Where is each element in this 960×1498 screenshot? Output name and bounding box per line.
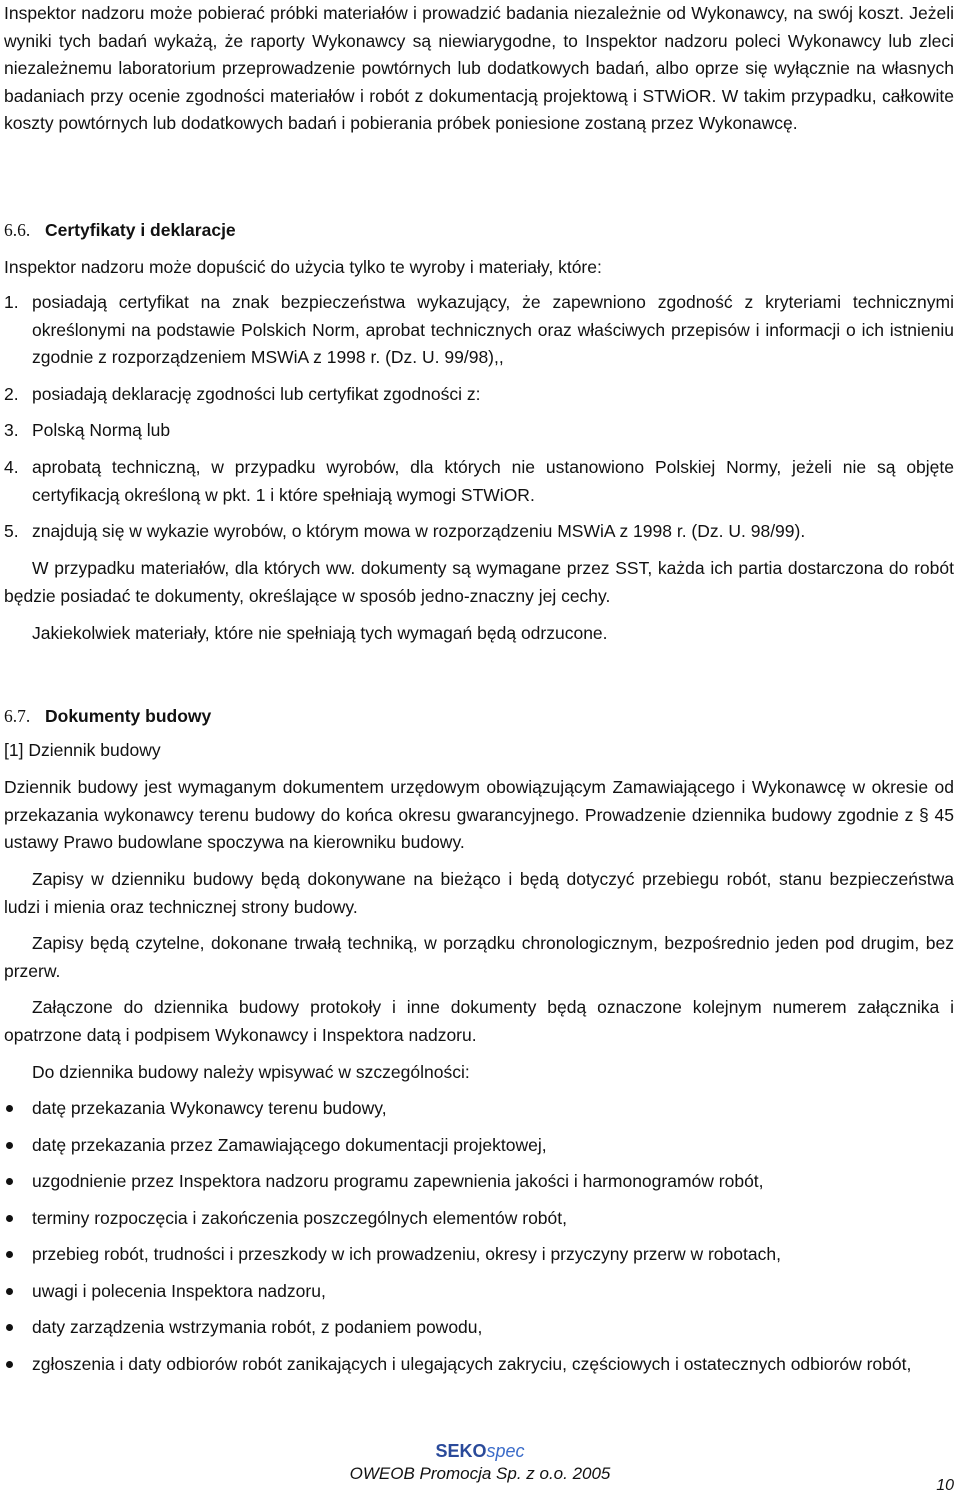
item-number: 3. — [4, 420, 19, 440]
bullet-icon — [6, 1105, 13, 1112]
section-paragraph: Dziennik budowy jest wymaganym dokumentem urzędowym obowiązującym Zamawiającego i Wykonawcę w okresie od przekazania wykonawcy terenu budowy do końca okresu gwarancyjnego. Prowadzenie dziennika budowy zgodnie z § 45 ustawy Prawo budowlane spoczywa na kierowniku budowy. — [4, 777, 954, 852]
subheading-dziennik: [1] Dziennik budowy — [4, 740, 161, 760]
numbered-item — [4, 454, 954, 509]
numbered-item — [4, 417, 954, 445]
brand-part-spec: spec — [486, 1441, 525, 1461]
numbered-item — [4, 381, 954, 409]
intro-paragraph: Inspektor nadzoru może pobierać próbki materiałów i prowadzić badania niezależnie od Wykonawcy, na swój koszt. Jeżeli wyniki tych badań wykażą, że raporty Wykonawcy są niewiarygodne, to Inspektor nadzoru poleci Wykonawcy lub zleci niezależnemu laboratorium przeprowadzenie powtórnych lub dodatkowych badań, albo oprze się wyłącznie na własnych badaniach przy ocenie zgodności materiałów i robót z dokumentacją projektową i STWiOR. W takim przypadku, całkowite koszty powtórnych lub dodatkowych badań i pobierania próbek poniesione zostaną przez Wykonawcę. — [4, 3, 954, 133]
list-item: datę przekazania przez Zamawiającego dokumentacji projektowej, — [4, 1132, 954, 1160]
section-6-7-heading — [4, 704, 211, 728]
section-paragraph: Do dziennika budowy należy wpisywać w szczególności: — [32, 1062, 470, 1082]
section-paragraph: Jakiekolwiek materiały, które nie spełniają tych wymagań będą odrzucone. — [32, 623, 608, 643]
page-number: 10 — [936, 1477, 954, 1494]
list-item: terminy rozpoczęcia i zakończenia poszczególnych elementów robót, — [4, 1205, 954, 1233]
bullet-icon — [6, 1142, 13, 1149]
section-title: Certyfikaty i deklaracje — [45, 220, 236, 240]
item-number: 1. — [4, 292, 19, 312]
section-paragraph: Zapisy będą czytelne, dokonane trwałą techniką, w porządku chronologicznym, bezpośrednio jeden pod drugim, bez przerw. — [4, 933, 954, 981]
list-item: datę przekazania Wykonawcy terenu budowy, — [4, 1095, 954, 1123]
section-lead: Inspektor nadzoru może dopuścić do użycia tylko te wyroby i materiały, które: — [4, 257, 602, 277]
item-text: znajdują się w wykazie wyrobów, o którym mowa w rozporządzeniu MSWiA z 1998 r. (Dz. U. 98/99). — [32, 521, 806, 541]
bullet-icon — [6, 1215, 13, 1222]
list-item: zgłoszenia i daty odbiorów robót zanikających i ulegających zakryciu, częściowych i ostatecznych odbiorów robót, — [4, 1351, 954, 1379]
footer-company: OWEOB Promocja Sp. z o.o. 2005 — [349, 1464, 611, 1483]
numbered-item — [4, 518, 954, 546]
section-paragraph: W przypadku materiałów, dla których ww. dokumenty są wymagane przez SST, każda ich partia dostarczona do robót będzie posiadać te dokumenty, określające w sposób jedno-znaczny jej cechy. — [4, 558, 954, 606]
item-text: aprobatą techniczną, w przypadku wyrobów, dla których nie ustanowiono Polskiej Normy, jeżeli nie są objęte certyfikacją określoną w pkt. 1 i które spełniają wymogi STWiOR. — [32, 457, 954, 505]
item-number: 4. — [4, 457, 19, 477]
item-text: posiadają certyfikat na znak bezpieczeństwa wykazujący, że zapewniono zgodność z kryteriami technicznymi określonymi na podstawie Polskich Norm, aprobat technicznych oraz właściwych przepisów i informacji o ich istnieniu zgodnie z rozporządzeniem MSWiA z 1998 r. (Dz. U. 99/98),, — [32, 292, 954, 367]
footer-brand-logo — [0, 1440, 960, 1462]
bullet-list — [4, 1095, 954, 1378]
section-number: 6.6. — [4, 220, 31, 240]
section-paragraph: Zapisy w dzienniku budowy będą dokonywane na bieżąco i będą dotyczyć przebiegu robót, stanu bezpieczeństwa ludzi i mienia oraz technicznej strony budowy. — [4, 869, 954, 917]
item-text: posiadają deklarację zgodności lub certyfikat zgodności z: — [32, 384, 481, 404]
bullet-icon — [6, 1288, 13, 1295]
item-text: Polską Normą lub — [32, 420, 171, 440]
numbered-item — [4, 289, 954, 372]
section-6-6-heading — [4, 218, 236, 242]
brand-part-seko: SEKO — [435, 1441, 487, 1461]
item-number: 2. — [4, 384, 19, 404]
list-item: przebieg robót, trudności i przeszkody w ich prowadzeniu, okresy i przyczyny przerw w robotach, — [4, 1241, 954, 1269]
list-item: uwagi i polecenia Inspektora nadzoru, — [4, 1278, 954, 1306]
bullet-icon — [6, 1178, 13, 1185]
section-number: 6.7. — [4, 706, 31, 726]
section-paragraph: Załączone do dziennika budowy protokoły i inne dokumenty będą oznaczone kolejnym numerem załącznika i opatrzone datą i podpisem Wykonawcy i Inspektora nadzoru. — [4, 997, 954, 1045]
list-item: uzgodnienie przez Inspektora nadzoru programu zapewnienia jakości i harmonogramów robót, — [4, 1168, 954, 1196]
item-number: 5. — [4, 521, 19, 541]
bullet-icon — [6, 1361, 13, 1368]
list-item: daty zarządzenia wstrzymania robót, z podaniem powodu, — [4, 1314, 954, 1342]
bullet-icon — [6, 1324, 13, 1331]
section-title: Dokumenty budowy — [45, 706, 212, 726]
bullet-icon — [6, 1251, 13, 1258]
